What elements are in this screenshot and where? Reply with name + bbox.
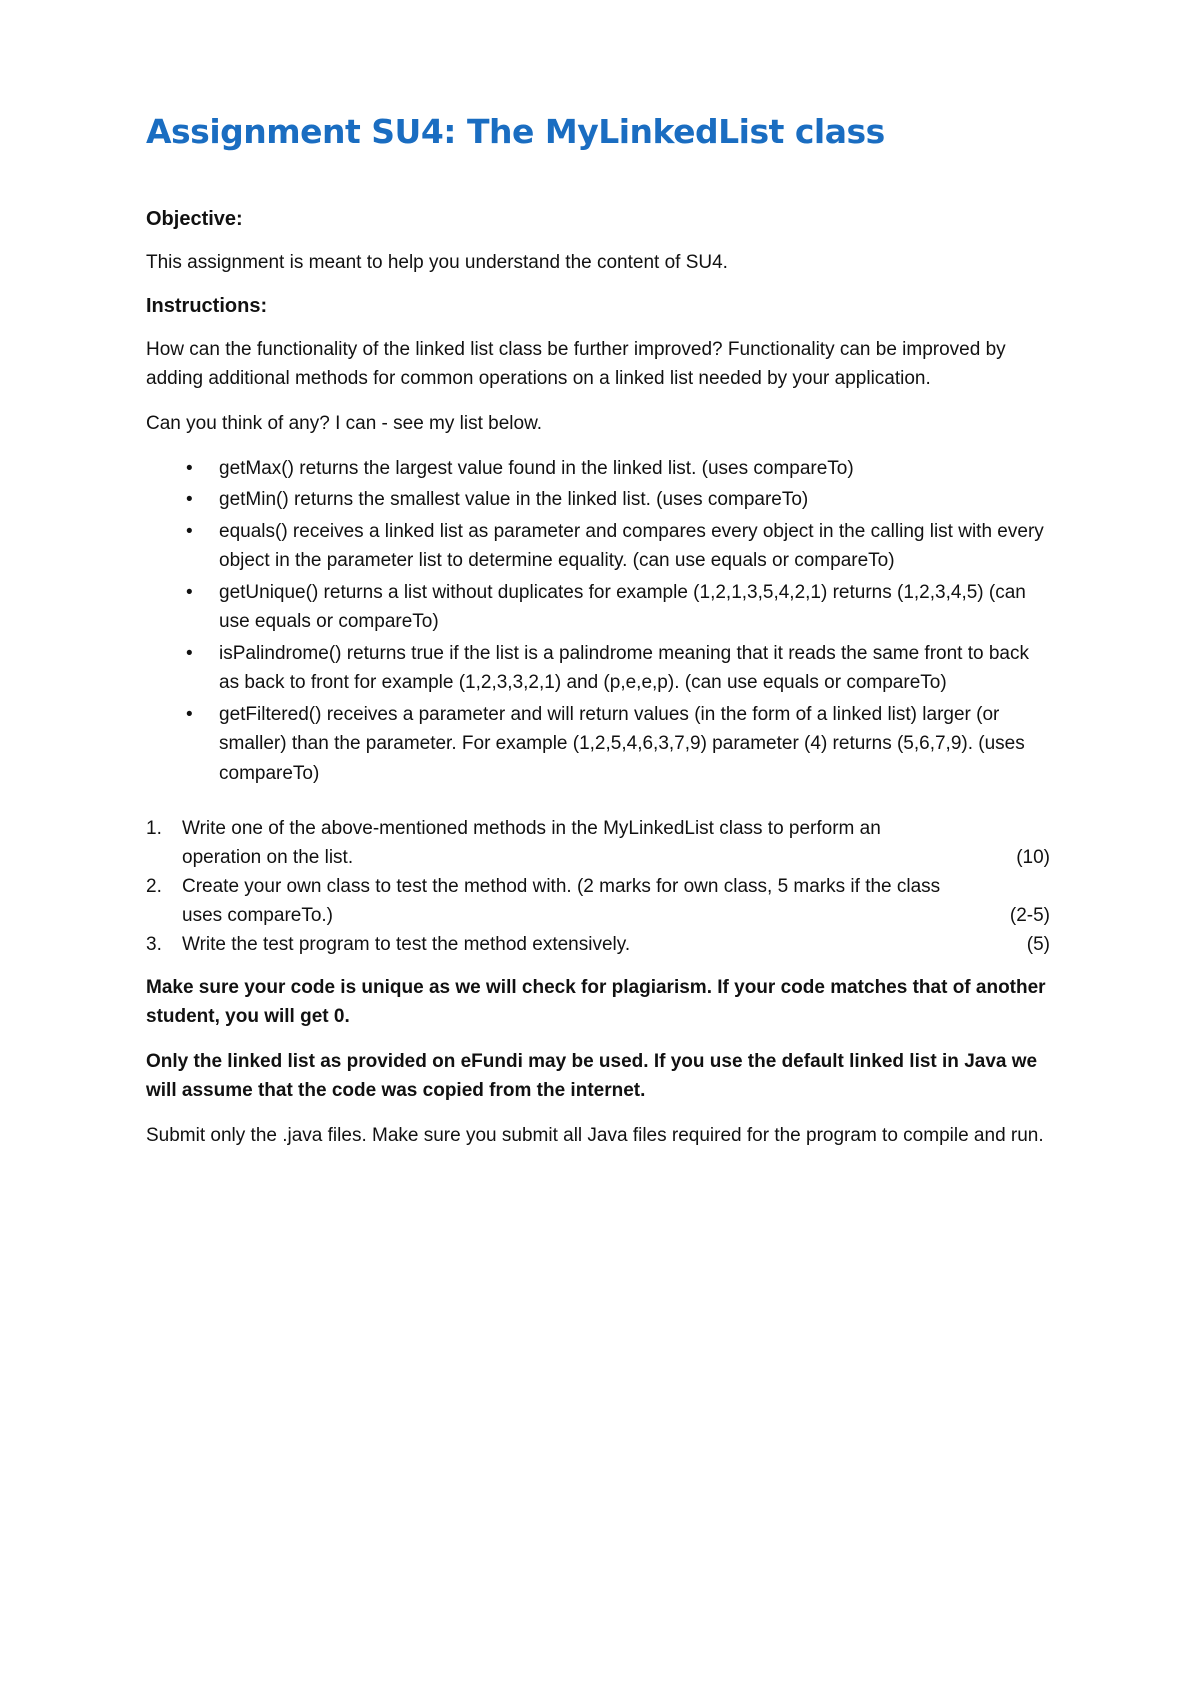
bullet-icon: • <box>186 520 193 542</box>
task-line-with-marks <box>182 843 1050 872</box>
plagiarism-warning: Make sure your code is unique as we will check for plagiarism. If your code matches that of another student, you will get 0. <box>146 977 1046 1028</box>
task-item-3 <box>146 930 1050 959</box>
task-marks: (2-5) <box>1009 905 1050 927</box>
document-title: Assignment SU4: The MyLinkedList class <box>146 112 885 151</box>
task-marks: (5) <box>1026 934 1050 956</box>
task-text-line: Write the test program to test the method extensively. <box>182 934 631 956</box>
task-list <box>146 814 1050 959</box>
task-number: 2. <box>146 876 162 898</box>
method-item-ispalindrome <box>146 639 1050 698</box>
method-item-text: getUnique() returns a list without duplicates for example (1,2,1,3,5,4,2,1) returns (1,2,3,4,5) (can use equals or compareTo) <box>219 581 1026 633</box>
task-text-line: operation on the list. <box>182 847 354 869</box>
task-number: 3. <box>146 934 162 956</box>
method-list <box>146 454 1050 789</box>
task-marks: (10) <box>1016 847 1050 869</box>
task-text-line: uses compareTo.) <box>182 905 334 927</box>
task-line-with-marks <box>182 930 1050 959</box>
bullet-icon: • <box>186 581 193 603</box>
objective-text: This assignment is meant to help you understand the content of SU4. <box>146 251 728 273</box>
task-item-1 <box>146 814 1050 872</box>
bullet-icon: • <box>186 457 193 479</box>
bullet-icon: • <box>186 642 193 664</box>
bullet-icon: • <box>186 489 193 511</box>
method-item-text: getFiltered() receives a parameter and will return values (in the form of a linked list) larger (or smaller) than the parameter. For example (1,2,5,4,6,3,7,9) parameter (4) returns (5,6,7,9). (uses compareTo) <box>219 703 1025 784</box>
instructions-heading: Instructions: <box>146 294 268 317</box>
bullet-icon: • <box>186 703 193 725</box>
objective-heading: Objective: <box>146 207 243 230</box>
method-item-text: equals() receives a linked list as parameter and compares every object in the calling list with every object in the parameter list to determine equality. (can use equals or compareTo) <box>219 520 1044 572</box>
instructions-intro: How can the functionality of the linked list class be further improved? Functionality can be improved by adding additional methods for common operations on a linked list needed by your application. <box>146 338 1006 389</box>
method-item-getmax <box>146 454 1050 484</box>
method-item-text: getMin() returns the smallest value in the linked list. (uses compareTo) <box>219 489 809 511</box>
task-text-line: Write one of the above-mentioned methods in the MyLinkedList class to perform an <box>182 818 881 840</box>
method-item-getfiltered <box>146 700 1050 789</box>
task-text-line: Create your own class to test the method with. (2 marks for own class, 5 marks if the class <box>182 876 941 898</box>
method-item-text: isPalindrome() returns true if the list is a palindrome meaning that it reads the same front to back as back to front for example (1,2,3,3,2,1) and (p,e,e,p). (can use equals or compareTo) <box>219 642 1029 694</box>
method-item-equals <box>146 517 1050 576</box>
task-line-with-marks <box>182 901 1050 930</box>
linked-list-warning: Only the linked list as provided on eFundi may be used. If you use the default linked list in Java we will assume that the code was copied from the internet. <box>146 1051 1038 1102</box>
method-item-text: getMax() returns the largest value found in the linked list. (uses compareTo) <box>219 457 854 479</box>
instructions-question: Can you think of any? I can - see my list below. <box>146 412 543 434</box>
task-number: 1. <box>146 818 162 840</box>
method-item-getmin <box>146 485 1050 515</box>
submission-instructions: Submit only the .java files. Make sure you submit all Java files required for the program to compile and run. <box>146 1125 1044 1147</box>
task-item-2 <box>146 872 1050 930</box>
method-item-getunique <box>146 578 1050 637</box>
